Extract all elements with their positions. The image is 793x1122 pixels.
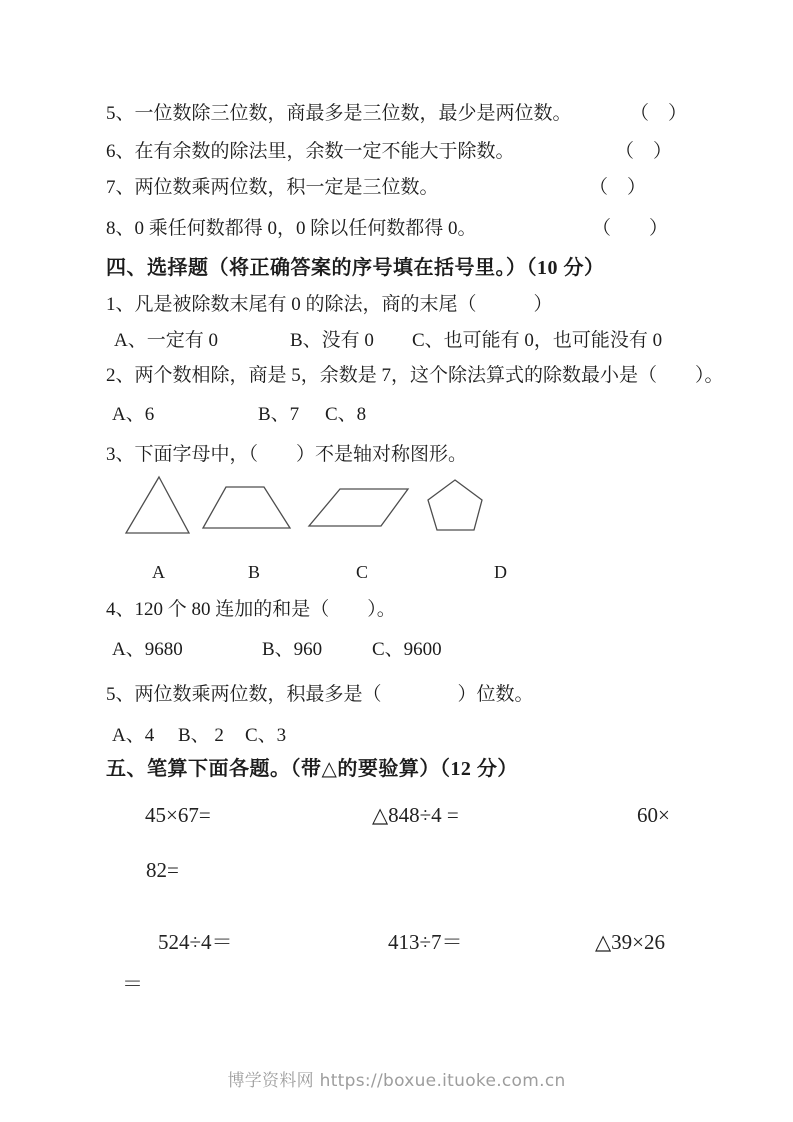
answer-bracket: （ ） <box>589 177 647 198</box>
shape-label-c: C <box>356 562 369 582</box>
choice-q3-text: 3、下面字母中，（ ）不是轴对称图形。 <box>106 444 468 465</box>
calc-expression: 413÷7＝ <box>388 930 463 954</box>
judge-item-6 <box>0 139 793 164</box>
answer-bracket: （ ） <box>592 218 669 239</box>
calc-expression: ＝ <box>122 972 143 996</box>
pentagon-shape <box>424 477 486 533</box>
choice-q2-text: 2、两个数相除，商是 5，余数是 7，这个除法算式的除数最小是（ ）。 <box>106 365 724 386</box>
option-b: B、960 <box>262 639 323 660</box>
choice-q5-text: 5、两位数乘两位数，积最多是（ ）位数。 <box>106 684 534 705</box>
judge-question-text: 7、两位数乘两位数，积一定是三位数。 <box>106 177 439 198</box>
footer-watermark: 博学资料网 https://boxue.ituoke.com.cn <box>227 1071 566 1091</box>
section-heading-calc: 五、笔算下面各题。（带△的要验算）（12 分） <box>106 758 518 780</box>
trapezoid-shape <box>200 484 296 532</box>
option-c: C、8 <box>325 404 367 425</box>
choice-q4-text: 4、120 个 80 连加的和是（ ）。 <box>106 599 396 620</box>
answer-bracket: （ ） <box>615 141 673 162</box>
option-b: B、7 <box>258 404 300 425</box>
option-c: C、9600 <box>372 639 442 660</box>
judge-item-8 <box>0 216 793 241</box>
section-heading-choice: 四、选择题（将正确答案的序号填在括号里。）（10 分） <box>106 257 605 279</box>
triangle-shape <box>122 474 194 538</box>
shape-label-a: A <box>152 562 165 582</box>
choice-q1-text: 1、凡是被除数末尾有 0 的除法，商的末尾（ ） <box>106 294 553 315</box>
judge-question-text: 6、在有余数的除法里，余数一定不能大于除数。 <box>106 141 515 162</box>
judge-item-7 <box>0 175 793 200</box>
option-a: A、9680 <box>112 639 183 660</box>
calc-expression: △848÷4 = <box>372 803 459 827</box>
answer-bracket: （ ） <box>630 103 688 124</box>
option-b: B、没有 0 <box>290 330 374 351</box>
option-c: C、3 <box>245 725 287 746</box>
option-c: C、也可能有 0，也可能没有 0 <box>412 330 663 351</box>
judge-item-5 <box>0 101 793 126</box>
option-a: A、4 <box>112 725 155 746</box>
parallelogram-shape <box>306 486 412 530</box>
option-a: A、6 <box>112 404 155 425</box>
judge-question-text: 5、一位数除三位数，商最多是三位数，最少是两位数。 <box>106 103 572 124</box>
calc-expression: 524÷4＝ <box>158 930 233 954</box>
option-a: A、一定有 0 <box>114 330 218 351</box>
calc-expression: 82= <box>146 858 179 882</box>
calc-expression: △39×26 <box>595 930 665 954</box>
calc-expression: 60× <box>637 803 670 827</box>
calc-expression: 45×67= <box>145 803 211 827</box>
option-b: B、 2 <box>178 725 224 746</box>
judge-question-text: 8、0 乘任何数都得 0，0 除以任何数都得 0。 <box>106 218 477 239</box>
shape-label-b: B <box>248 562 261 582</box>
shape-label-d: D <box>494 562 507 582</box>
